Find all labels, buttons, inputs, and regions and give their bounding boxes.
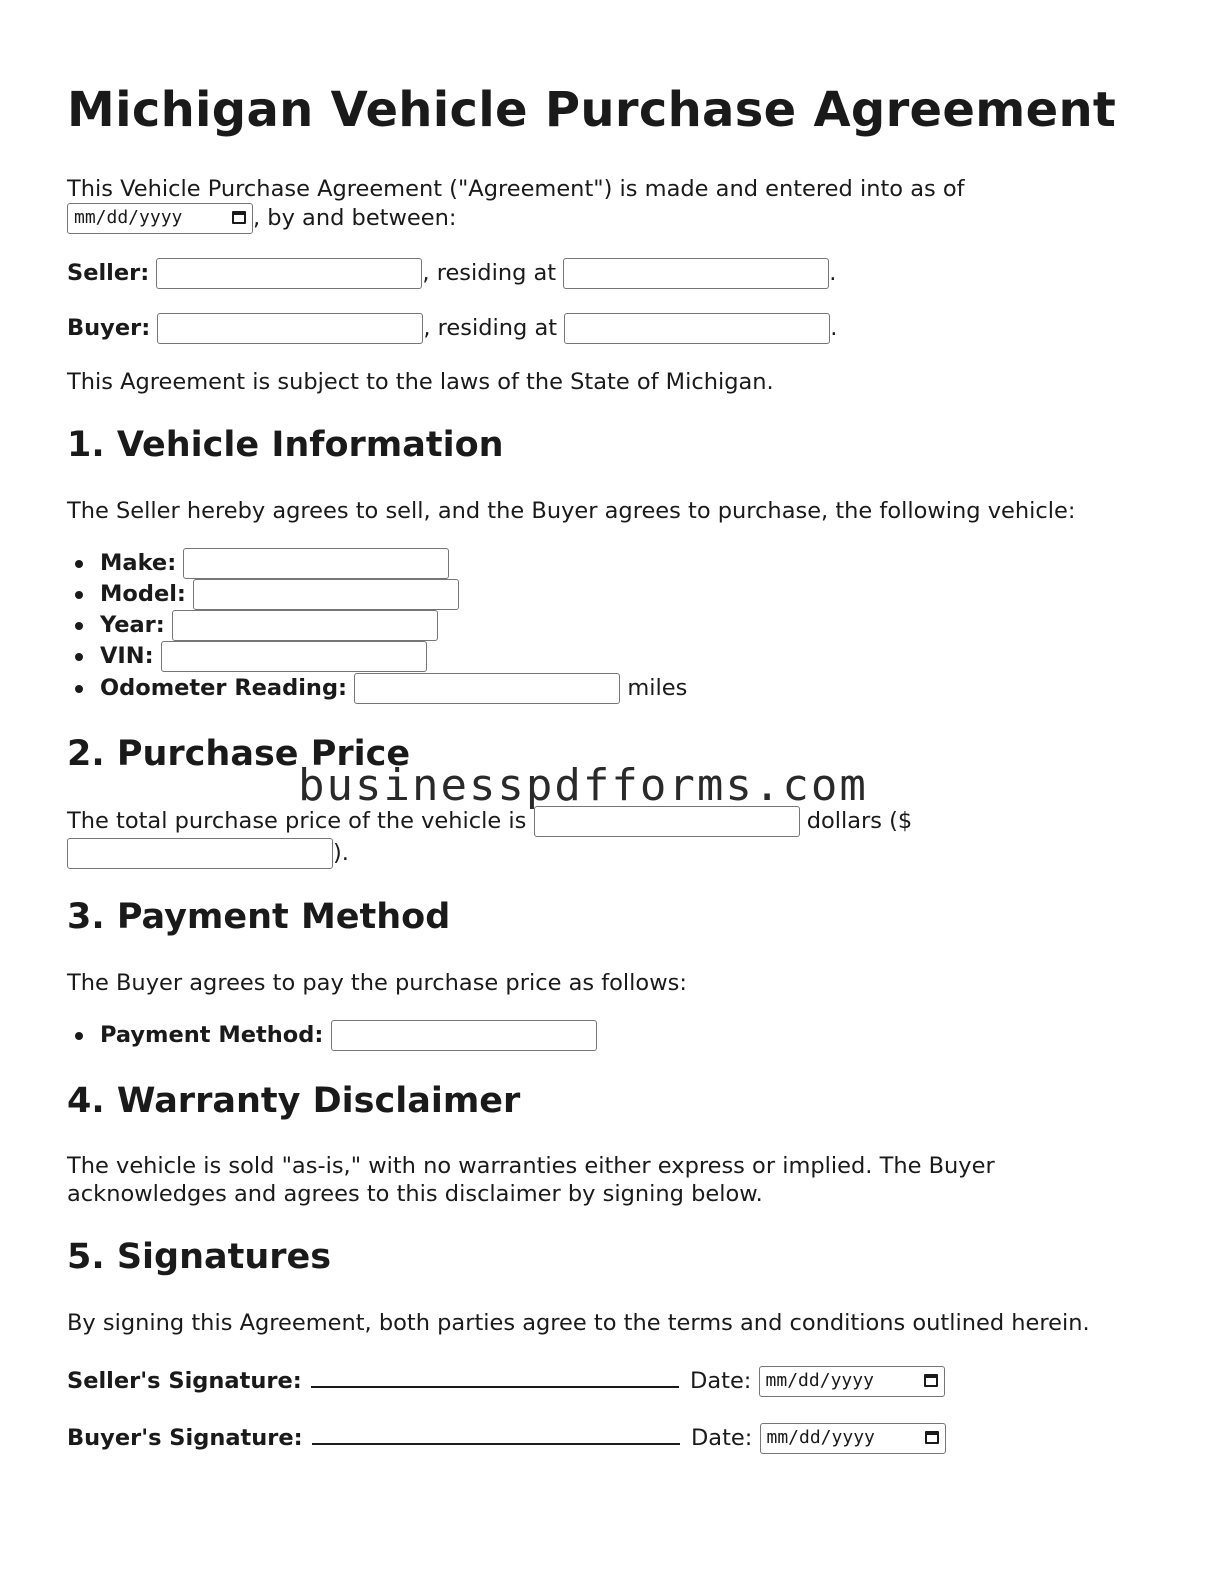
- year-input[interactable]: [172, 610, 438, 641]
- intro-suffix: , by and between:: [253, 205, 457, 231]
- buyer-date-input[interactable]: [760, 1423, 946, 1454]
- buyer-signature-line: [67, 1419, 946, 1454]
- close-paren-text: ).: [333, 840, 349, 866]
- list-item-year: [100, 610, 438, 641]
- agreement-date-input[interactable]: [67, 203, 253, 234]
- intro-date-line: [67, 203, 456, 234]
- list-item-odometer: [100, 673, 687, 704]
- intro-line: [67, 175, 965, 204]
- list-item-model: [100, 579, 459, 610]
- list-item-vin: [100, 641, 427, 672]
- calendar-icon[interactable]: [232, 211, 246, 224]
- date-placeholder: mm/dd/yyyy: [74, 207, 183, 228]
- price-amount-input[interactable]: [67, 838, 333, 869]
- seller-residing-text: , residing at: [422, 260, 557, 286]
- warranty-text-1: The vehicle is sold "as-is," with no warranties either express or implied. The Buyer: [67, 1153, 995, 1179]
- buyer-name-input[interactable]: [157, 313, 423, 344]
- vin-input[interactable]: [161, 641, 427, 672]
- section5-text: By signing this Agreement, both parties agree to the terms and conditions outlined herein.: [67, 1310, 1090, 1336]
- make-input[interactable]: [183, 548, 449, 579]
- miles-unit: miles: [627, 675, 688, 701]
- seller-label: Seller:: [67, 260, 150, 286]
- date-placeholder: mm/dd/yyyy: [766, 1427, 875, 1448]
- model-input[interactable]: [193, 579, 459, 610]
- section2-heading: 2. Purchase Price: [67, 734, 411, 774]
- calendar-icon[interactable]: [925, 1431, 939, 1444]
- buyer-period: .: [830, 315, 838, 341]
- section3-heading: 3. Payment Method: [67, 897, 451, 937]
- buyer-signature-field[interactable]: [312, 1419, 680, 1445]
- page-title: Michigan Vehicle Purchase Agreement: [67, 82, 1117, 138]
- seller-period: .: [829, 260, 837, 286]
- seller-line: [67, 258, 836, 289]
- section1-heading: 1. Vehicle Information: [67, 425, 504, 465]
- calendar-icon[interactable]: [924, 1374, 938, 1387]
- year-label: Year:: [100, 612, 165, 638]
- list-item-payment: [100, 1020, 597, 1051]
- odometer-label: Odometer Reading:: [100, 675, 348, 701]
- buyer-line: [67, 313, 837, 344]
- section5-heading: 5. Signatures: [67, 1237, 332, 1277]
- vin-label: VIN:: [100, 643, 154, 669]
- purchase-price-text: The total purchase price of the vehicle is: [67, 808, 527, 834]
- buyer-residing-text: , residing at: [423, 315, 558, 341]
- dollars-text: dollars ($: [806, 808, 913, 834]
- section4-heading: 4. Warranty Disclaimer: [67, 1081, 521, 1121]
- intro-text: This Vehicle Purchase Agreement ("Agreement") is made and entered into as of: [67, 176, 965, 202]
- section3-text: The Buyer agrees to pay the purchase price as follows:: [67, 970, 687, 996]
- warranty-text-2: acknowledges and agrees to this disclaimer by signing below.: [67, 1181, 763, 1207]
- seller-name-input[interactable]: [156, 258, 422, 289]
- buyer-label: Buyer:: [67, 315, 151, 341]
- buyer-date-label: Date:: [690, 1425, 753, 1451]
- watermark: businesspdfforms.com: [298, 760, 868, 811]
- purchase-price-line-2: [67, 838, 349, 869]
- seller-signature-line: [67, 1362, 945, 1397]
- seller-date-input[interactable]: [759, 1366, 945, 1397]
- governing-law-text: This Agreement is subject to the laws of the State of Michigan.: [67, 369, 774, 395]
- seller-date-label: Date:: [690, 1368, 752, 1394]
- seller-address-input[interactable]: [563, 258, 829, 289]
- seller-signature-field[interactable]: [311, 1362, 679, 1388]
- section1-text: The Seller hereby agrees to sell, and the Buyer agrees to purchase, the following vehicle:: [67, 498, 1076, 524]
- list-item-make: [100, 548, 449, 579]
- odometer-input[interactable]: [354, 673, 620, 704]
- date-placeholder: mm/dd/yyyy: [765, 1370, 874, 1391]
- seller-signature-label: Seller's Signature:: [67, 1368, 302, 1394]
- buyer-address-input[interactable]: [564, 313, 830, 344]
- make-label: Make:: [100, 550, 177, 576]
- model-label: Model:: [100, 581, 186, 607]
- payment-method-input[interactable]: [331, 1020, 597, 1051]
- payment-method-label: Payment Method:: [100, 1022, 324, 1048]
- buyer-signature-label: Buyer's Signature:: [67, 1425, 303, 1451]
